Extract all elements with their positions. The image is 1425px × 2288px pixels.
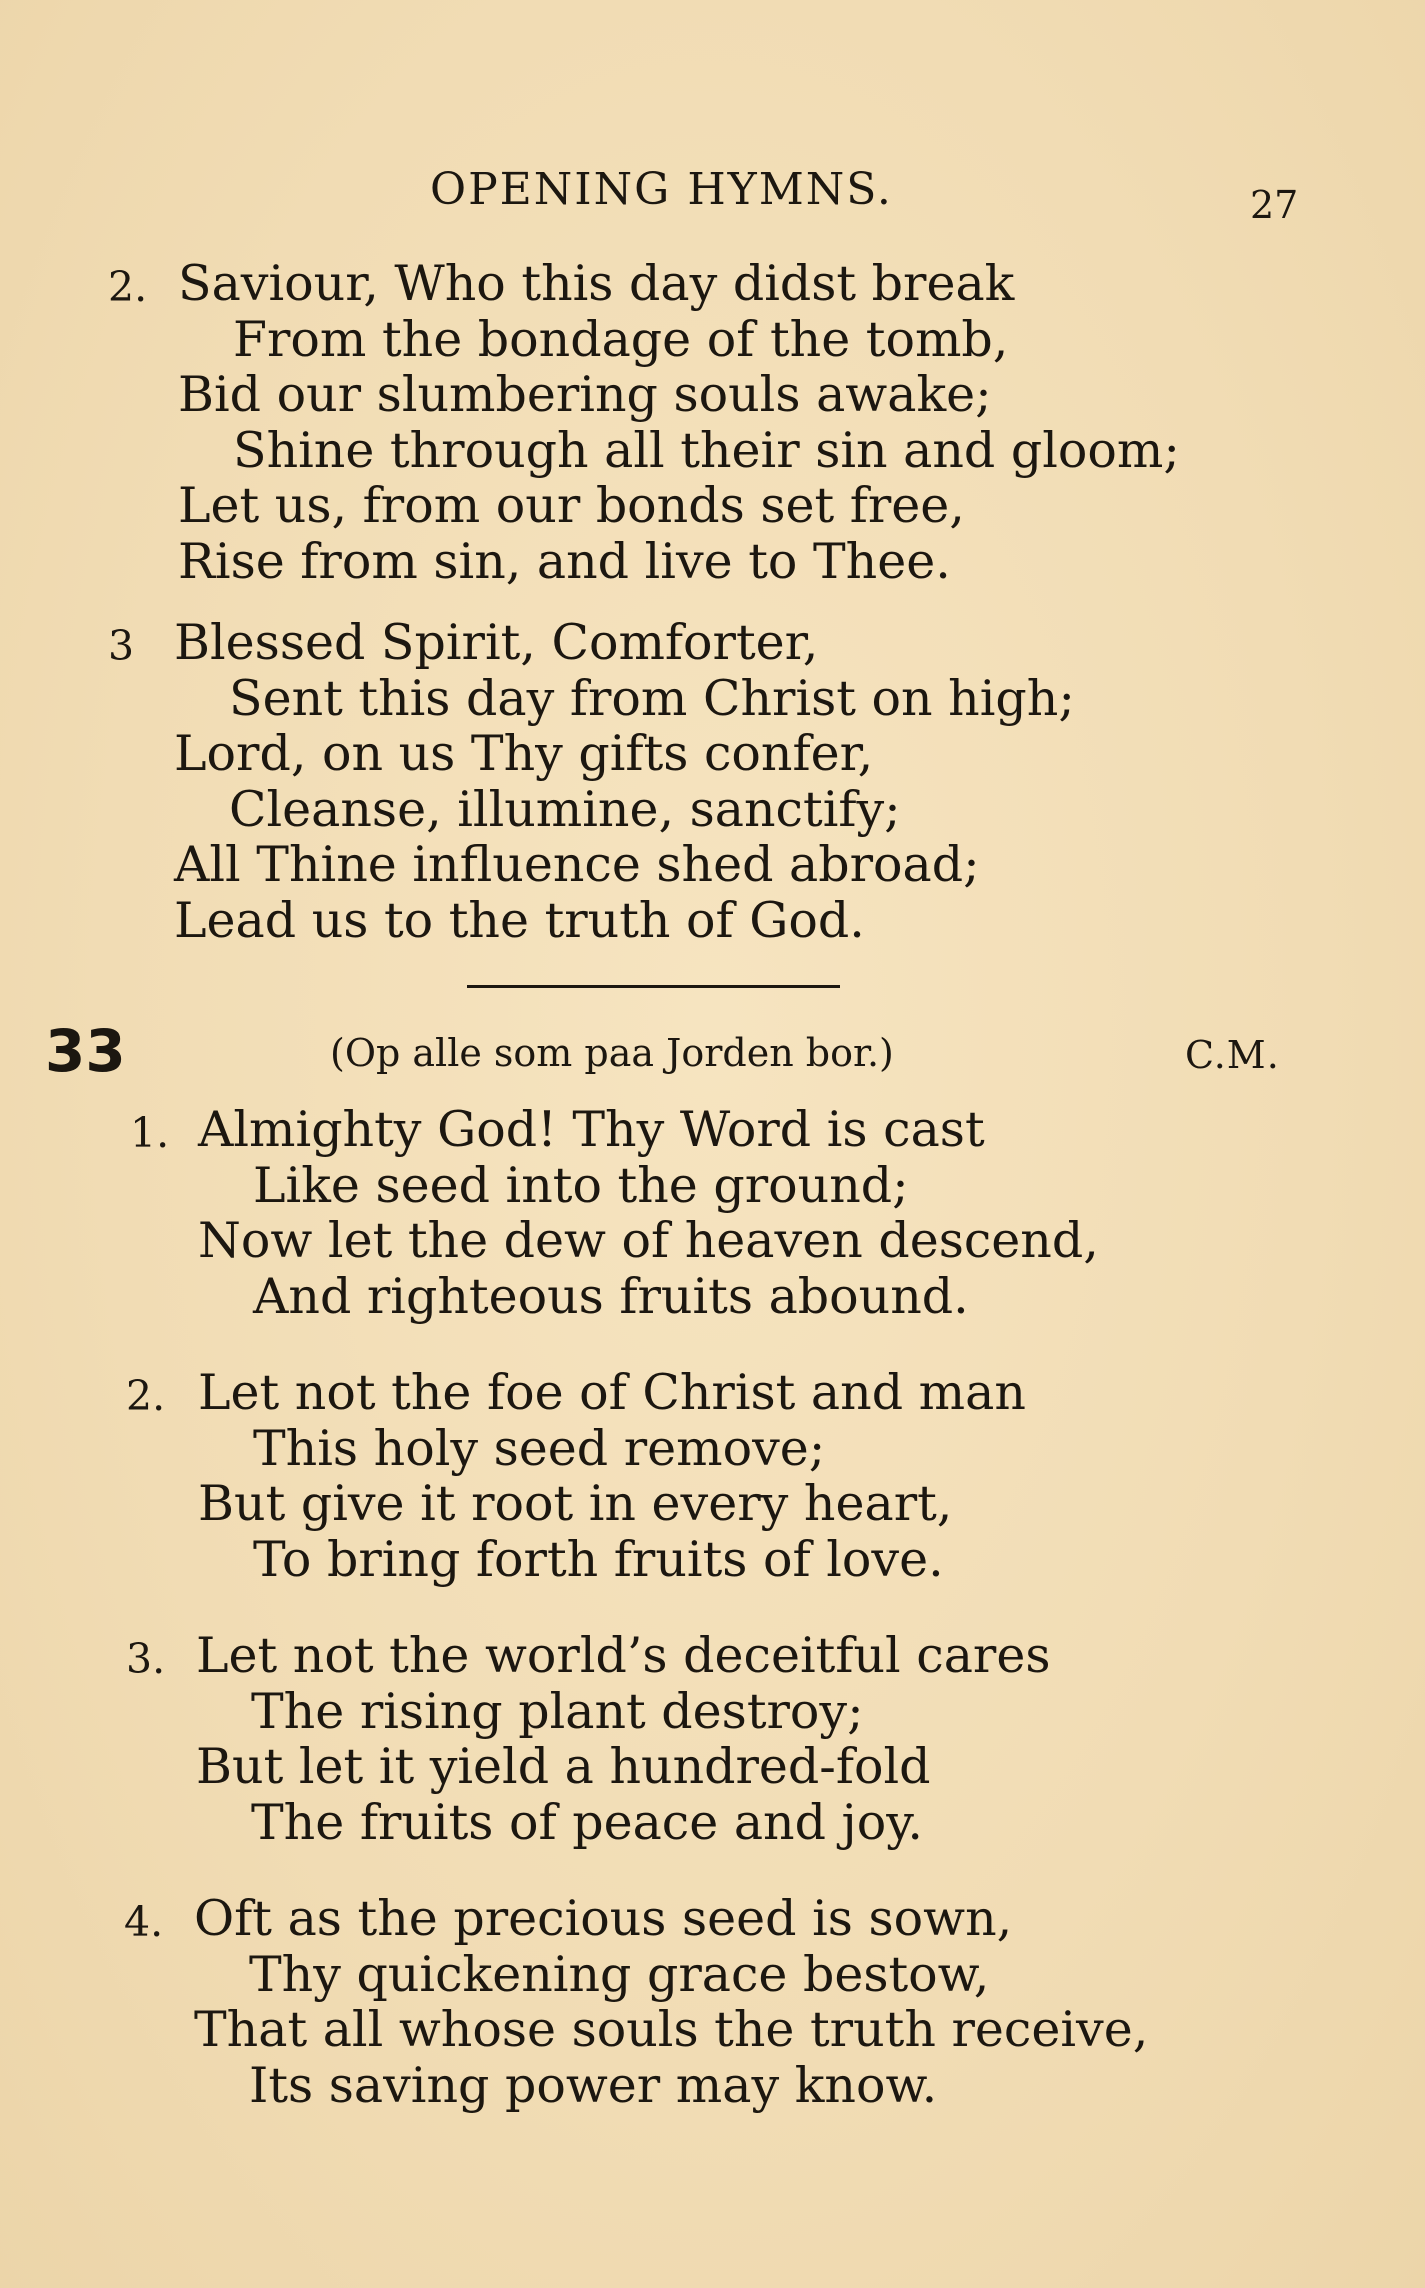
verse-line: Sent this day from Christ on high; — [229, 669, 1075, 727]
hymn-33-stanza-1 — [130, 1101, 1099, 1325]
stanza-number: 2. — [108, 263, 148, 311]
stanza-number: 1. — [130, 1109, 170, 1157]
verse-line: This holy seed remove; — [253, 1419, 826, 1477]
hymn-32-stanza-3 — [108, 614, 1075, 949]
verse-line: Oft as the precious seed is sown, — [194, 1890, 1013, 1947]
page-number: 27 — [1250, 183, 1299, 227]
section-divider — [467, 985, 840, 988]
verse-line: Lord, on us Thy gifts confer, — [174, 725, 874, 782]
verse-line: Cleanse, illumine, sanctify; — [229, 780, 901, 838]
stanza-number: 3 — [108, 622, 135, 670]
verse-line: And righteous fruits abound. — [253, 1267, 969, 1325]
verse-line: The fruits of peace and joy. — [251, 1793, 923, 1851]
hymn-number: 33 — [45, 1017, 126, 1085]
verse-line: To bring forth fruits of love. — [253, 1530, 944, 1588]
verse-line: Bid our slumbering souls awake; — [178, 366, 992, 423]
verse-line: Its saving power may know. — [249, 2056, 938, 2114]
verse-line: From the bondage of the tomb, — [233, 310, 1009, 368]
meter-label: C.M. — [1185, 1033, 1280, 1077]
stanza-number: 2. — [126, 1372, 166, 1420]
hymn-32-stanza-2 — [108, 255, 1180, 590]
verse-line: All Thine influence shed abroad; — [174, 836, 980, 893]
stanza-number: 3. — [126, 1635, 166, 1683]
verse-line: Rise from sin, and live to Thee. — [178, 532, 951, 590]
tune-title: (Op alle som paa Jorden bor.) — [330, 1031, 894, 1075]
verse-line: Like seed into the ground; — [253, 1156, 909, 1214]
verse-line: Saviour, Who this day didst break — [178, 255, 1015, 312]
hymn-33-stanza-3 — [126, 1627, 1051, 1851]
verse-line: But give it root in every heart, — [198, 1475, 953, 1532]
verse-line: Let not the foe of Christ and man — [198, 1364, 1026, 1421]
hymn-33-stanza-4 — [124, 1890, 1149, 2114]
verse-line: Lead us to the truth of God. — [174, 891, 865, 949]
verse-line: The rising plant destroy; — [251, 1682, 864, 1740]
verse-line: Thy quickening grace bestow, — [249, 1945, 990, 2003]
stanza-number: 4. — [124, 1898, 164, 1946]
verse-line: Blessed Spirit, Comforter, — [174, 614, 819, 671]
verse-line: That all whose souls the truth receive, — [194, 2001, 1149, 2058]
running-head: OPENING HYMNS. — [430, 164, 893, 215]
hymn-33-stanza-2 — [126, 1364, 1026, 1588]
verse-line: Let not the world’s deceitful cares — [196, 1627, 1051, 1684]
verse-line: But let it yield a hundred-fold — [196, 1738, 931, 1795]
verse-line: Now let the dew of heaven descend, — [198, 1212, 1099, 1269]
verse-line: Almighty God! Thy Word is cast — [198, 1101, 985, 1158]
verse-line: Shine through all their sin and gloom; — [233, 421, 1180, 479]
verse-line: Let us, from our bonds set free, — [178, 477, 965, 534]
